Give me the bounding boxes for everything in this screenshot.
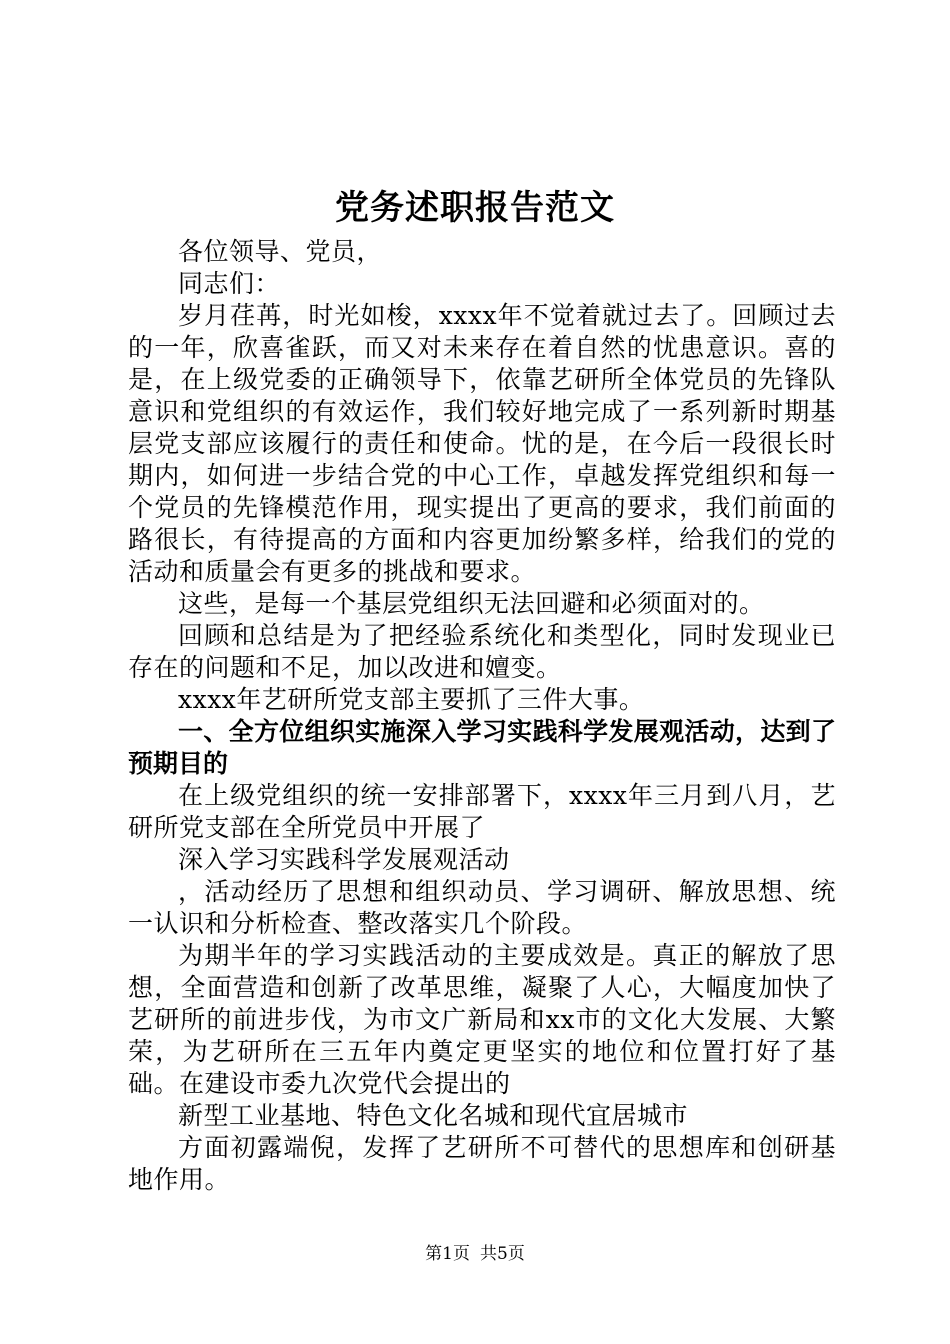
paragraph: 这些，是每一个基层党组织无法回避和必须面对的。	[178, 589, 765, 618]
paragraph: xxxx年艺研所党支部主要抓了三件大事。	[178, 685, 645, 714]
paragraph: 新型工业基地、特色文化名城和现代宜居城市	[178, 1101, 689, 1130]
paragraph: 方面初露端倪，发挥了艺研所不可替代的思想库和创研基地作用。	[128, 1133, 836, 1194]
document-body	[128, 236, 836, 1196]
page-total: 共5页	[480, 1244, 525, 1264]
paragraph-salutation-comrades: 同志们：	[178, 269, 281, 298]
document-title: 党务述职报告范文	[335, 188, 615, 228]
paragraph: 回顾和总结是为了把经验系统化和类型化，同时发现业已存在的问题和不足，加以改进和嬗变。	[128, 621, 836, 682]
paragraph: 在上级党组织的统一安排部署下，xxxx年三月到八月，艺研所党支部在全所党员中开展了	[128, 781, 836, 842]
paragraph-intro: 岁月荏苒，时光如梭，xxxx年不觉着就过去了。回顾过去的一年，欣喜雀跃，而又对未来存在着自然的忧患意识。喜的是，在上级党委的正确领导下，依靠艺研所全体党员的先锋队意识和党组织的有效运作，我们较好地完成了一系列新时期基层党支部应该履行的责任和使命。忧的是，在今后一段很长时期内，如何进一步结合党的中心工作，卓越发挥党组织和每一个党员的先锋模范作用，现实提出了更高的要求，我们前面的路很长，有待提高的方面和内容更加纷繁多样，给我们的党的活动和质量会有更多的挑战和要求。	[128, 301, 836, 586]
paragraph: ，活动经历了思想和组织动员、学习调研、解放思想、统一认识和分析检查、整改落实几个阶段。	[128, 877, 836, 938]
page-footer	[0, 1243, 950, 1265]
paragraph: 为期半年的学习实践活动的主要成效是。真正的解放了思想，全面营造和创新了改革思维，凝聚了人心，大幅度加快了艺研所的前进步伐，为市文广新局和xx市的文化大发展、大繁荣，为艺研所在三五年内奠定更坚实的地位和位置打好了基础。在建设市委九次党代会提出的	[128, 941, 836, 1098]
paragraph: 深入学习实践科学发展观活动	[178, 845, 510, 874]
paragraph-salutation: 各位领导、党员，	[178, 237, 383, 266]
section-heading: 一、全方位组织实施深入学习实践科学发展观活动，达到了预期目的	[128, 717, 836, 778]
page-number: 第1页	[425, 1244, 470, 1264]
